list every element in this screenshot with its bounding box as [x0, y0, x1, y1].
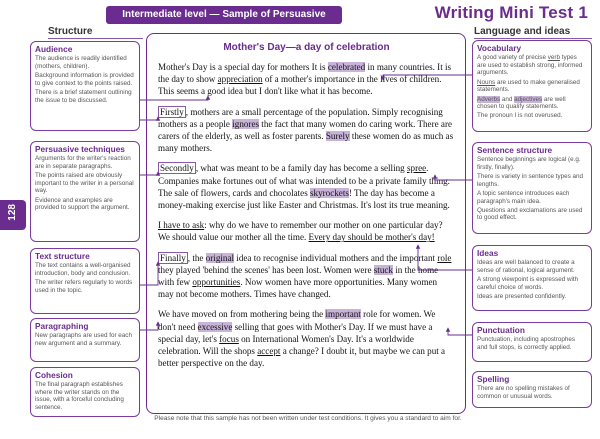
level-banner: Intermediate level — Sample of Persuasive — [106, 6, 342, 24]
cohesion-text-1: The final paragraph establishes where the writer stands on the issue, with a forceful concluding sentence. — [35, 381, 124, 412]
vocab-adverbs: Adverbs — [477, 95, 501, 103]
p5-text-b: , the — [187, 252, 206, 263]
text-structure-text-1: The text contains a well-organised introduction, body and conclusion. — [35, 262, 131, 277]
paragraphing-text-1: New paragraphs are used for each new argument and a summary. — [35, 332, 132, 347]
p6-adjective-excessive: excessive — [197, 321, 233, 332]
page-number-tab — [0, 200, 26, 230]
paragraphing-title: Paragraphing — [35, 321, 89, 331]
essay-paragraph-5 — [158, 252, 455, 301]
p6-adjective-important: important — [325, 309, 361, 320]
p6-text-a: We have moved on from mothering being the — [158, 309, 326, 320]
text-structure-text-2: The writer refers regularly to words used in the topic. — [35, 278, 133, 294]
footer-note: Please note that this sample has not been written under test conditions. It gives you a standard to aim for. — [154, 415, 462, 422]
vocabulary-title: Vocabulary — [477, 43, 522, 53]
sentence-structure-note — [472, 142, 592, 234]
punctuation-note — [472, 322, 592, 362]
spelling-note — [472, 371, 592, 408]
p2-firstly: Firstly — [160, 106, 184, 117]
sentence-structure-text-1: Sentence beginnings are logical (e.g. firstly, finally). — [477, 156, 581, 171]
p5-text-f: they played 'behind the scenes' has been lost. Women were — [158, 264, 374, 275]
vocab-nouns: Nouns — [477, 78, 496, 86]
p6-text-i: a change? I doubt it, but maybe we can put a better perspective on the day. — [158, 346, 446, 369]
p3-noun-spree: spree — [406, 163, 427, 174]
spelling-title: Spelling — [477, 374, 510, 384]
p5-finally: Finally — [160, 252, 186, 263]
p1-text-c: in many countries. It is the day to show — [158, 62, 452, 85]
p2-text-f: these women do as much as many mothers. — [158, 131, 454, 154]
p1-noun-appreciation: appreciation — [217, 74, 263, 85]
p1-verb-celebrated: celebrated — [327, 62, 366, 72]
vocab-p3d: are well chosen to qualify statements. — [477, 95, 566, 111]
vocab-adjectives: adjectives — [514, 95, 543, 103]
ideas-title: Ideas — [477, 248, 499, 258]
essay-panel — [146, 33, 466, 414]
ideas-note — [472, 245, 592, 311]
p3-text-d: . Companies make fortunes out of what was intended to be a private family thing. The sale of flowers, cards and chocolates — [158, 163, 450, 198]
vocab-p2b: are used to make generalised statements. — [477, 78, 580, 94]
p6-text-g: on International Women's Day. It's a worldwide celebration. Will the shops — [158, 333, 414, 357]
vocabulary-note — [472, 40, 592, 132]
sentence-structure-text-3: A topic sentence introduces each paragraph's main idea. — [477, 189, 570, 205]
ideas-text-3: Ideas are presented confidently. — [477, 292, 567, 300]
p3-verb-skyrockets: skyrockets — [310, 187, 349, 198]
sentence-structure-text-4: Questions and exclamations are used to good effect. — [477, 206, 583, 222]
page-number: 128 — [7, 204, 18, 221]
p5-noun-opportunities: opportunities — [192, 277, 241, 288]
p5-text-h: in the home with few — [158, 264, 439, 288]
p6-text-c: role for women. We don't need — [158, 309, 436, 332]
vocabulary-text-1 — [477, 54, 587, 77]
vocabulary-text-4: The pronoun I is not overused. — [477, 112, 563, 120]
ideas-text-1: Ideas are well balanced to create a sense of rational, logical argument. — [477, 259, 575, 274]
p4-every-day: Every day should be mother's day! — [308, 232, 435, 243]
vocabulary-text-3 — [477, 96, 587, 111]
sentence-structure-title: Sentence structure — [477, 145, 553, 155]
vocab-verb: verb — [547, 54, 560, 61]
p5-text-d: idea to recognise individual mothers and the important — [234, 252, 438, 263]
spelling-text-1: There are no spelling mistakes of common or unusual words. — [477, 385, 570, 400]
punctuation-text-1: Punctuation, including apostrophes and full stops, is correctly applied. — [477, 336, 576, 351]
text-structure-title: Text structure — [35, 251, 90, 261]
cohesion-title: Cohesion — [35, 370, 73, 380]
essay-paragraph-6 — [158, 308, 455, 369]
audience-text-2: Background information is provided to give context to the points raised. — [35, 71, 134, 87]
p2-adverb-surely: Surely — [325, 131, 350, 142]
techniques-title: Persuasive techniques — [35, 144, 125, 154]
p1-text-e: of a mother's importance in the lives of children. This seems a good idea but I don't like what it has become. — [158, 74, 442, 97]
punctuation-title: Punctuation — [477, 325, 525, 335]
p2-verb-ignores: ignores — [232, 118, 260, 129]
p2-text-b: , mothers are a small percentage of the population. Simply recognising mothers as a people — [158, 106, 443, 129]
p2-text-d: the fact that many women do caring work. There are carers of the elderly, as well as foster parents. — [158, 118, 453, 142]
essay-paragraph-1 — [158, 61, 455, 98]
p5-adjective-original: original — [205, 252, 235, 263]
p6-text-e: selling that goes with Mother's Day. If we must have a special day, let's — [158, 321, 433, 344]
page-title: Writing Mini Test 1 — [434, 3, 588, 22]
audience-text-1: The audience is readily identified (mothers, children). — [35, 55, 127, 70]
p5-noun-role: role — [437, 252, 452, 263]
sentence-structure-text-2: There is variety in sentence types and lengths. — [477, 172, 584, 188]
techniques-text-3: Evidence and examples are provided to support the argument. — [35, 196, 130, 212]
paragraphing-note — [30, 318, 140, 362]
p6-verb-accept: accept — [257, 346, 281, 357]
vocab-p1c: types are used to establish strong, informed arguments. — [477, 54, 583, 77]
structure-rule — [48, 38, 143, 39]
vocab-p1a: A good variety of precise — [477, 54, 548, 61]
essay-paragraph-4 — [158, 219, 455, 243]
p1-text-a: Mother's Day is a special day for mothers It is — [158, 62, 328, 72]
p5-text-j: . Now women have more opportunities. Many women may not become mothers. Times have changed. — [158, 277, 438, 300]
p3-secondly: Secondly — [160, 163, 194, 174]
vocab-p3b: and — [500, 95, 515, 103]
audience-note — [30, 41, 140, 131]
p4-text-b: : why do we have to remember our mother on one particular day? We should value our mother all the time. — [158, 220, 443, 243]
vocabulary-text-2 — [477, 79, 587, 94]
p3-text-b: , what was meant to be a family day has become a selling — [195, 163, 407, 174]
techniques-note — [30, 141, 140, 242]
ideas-text-2: A strong viewpoint is expressed with careful choice of words. — [477, 275, 579, 291]
text-structure-note — [30, 248, 140, 314]
language-column-title: Language and ideas — [474, 26, 571, 37]
essay-paragraph-3 — [158, 162, 455, 211]
cohesion-note — [30, 367, 140, 417]
p3-text-f: ! The day has become a money-making exercise just like Easter and Christmas. It's lost its true meaning. — [158, 187, 450, 211]
p6-verb-focus: focus — [219, 333, 239, 344]
essay-title: Mother's Day—a day of celebration — [223, 42, 390, 53]
techniques-text-2: The points raised are obviously important to the writer in a personal way. — [35, 171, 134, 195]
p5-adjective-stuck: stuck — [373, 264, 393, 275]
p4-i-have-to-ask: I have to ask — [158, 220, 205, 231]
audience-text-3: There is a brief statement outlining the issue to be discussed. — [35, 88, 132, 104]
audience-title: Audience — [35, 44, 73, 54]
structure-column-title: Structure — [48, 26, 93, 37]
techniques-text-1: Arguments for the writer's reaction are in separate paragraphs. — [35, 155, 131, 170]
essay-paragraph-2 — [158, 106, 455, 155]
language-rule — [474, 38, 592, 39]
